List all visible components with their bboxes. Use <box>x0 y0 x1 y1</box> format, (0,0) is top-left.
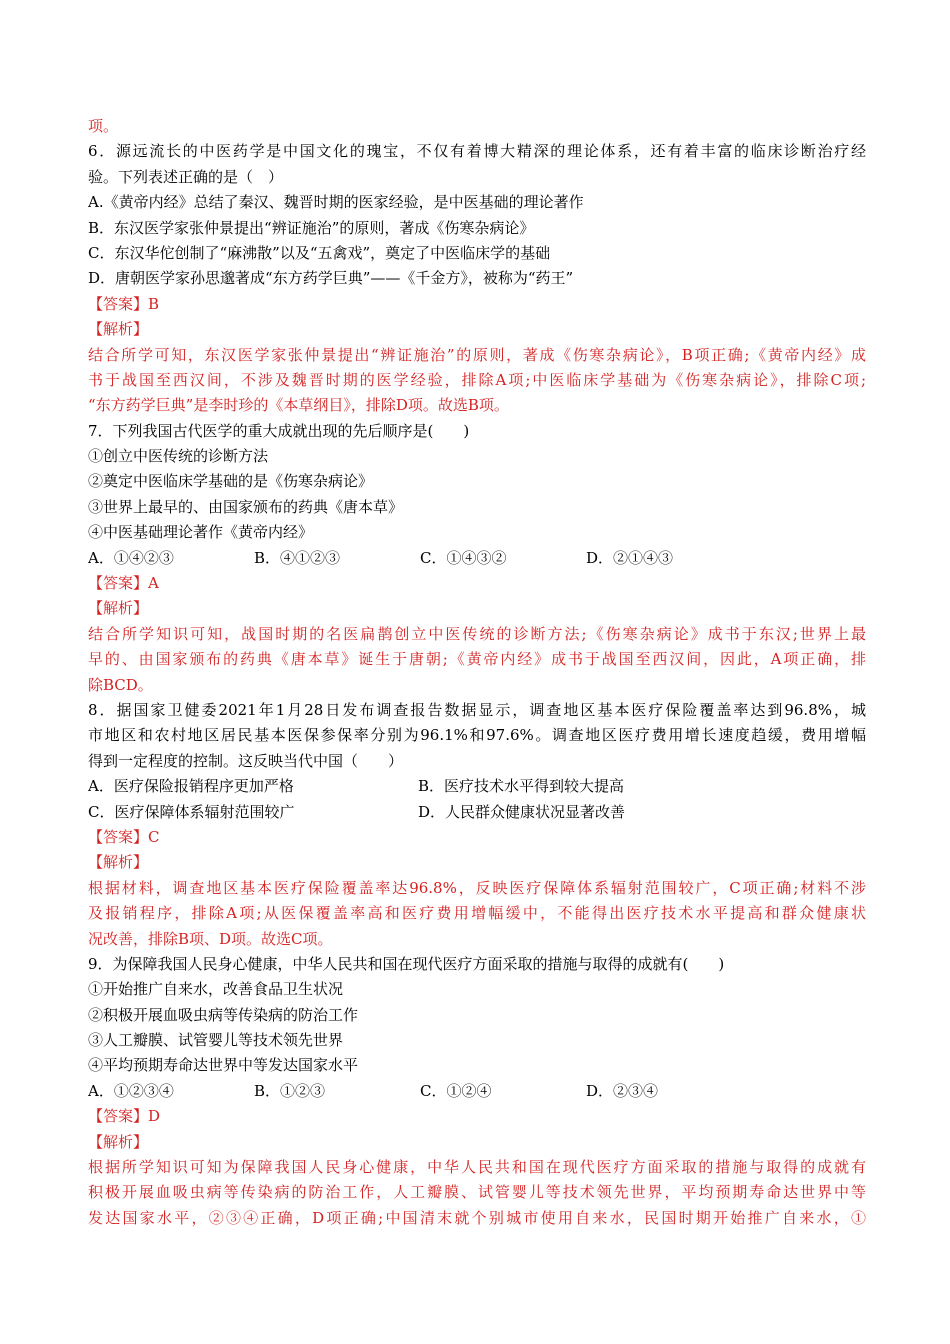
answer-label: 【答案】B <box>88 294 160 313</box>
analysis-label: 【解析】 <box>88 320 149 339</box>
options-row <box>88 546 866 571</box>
option-c: C．东汉华佗创制了“麻沸散”以及“五禽戏”，奠定了中医临床学的基础 <box>88 243 551 262</box>
statement-item: ②奠定中医临床学基础的是《伤寒杂病论》 <box>88 472 374 491</box>
statement-item: ①开始推广自来水，改善食品卫生状况 <box>88 980 344 999</box>
analysis-label: 【解析】 <box>88 599 149 618</box>
analysis-text: 发达国家水平，②③④正确，D项正确;中国清末就个别城市使用自来水，民国时期开始推广自来水，① <box>88 1208 866 1227</box>
analysis-text: 根据所学知识可知为保障我国人民身心健康，中华人民共和国在现代医疗方面采取的措施与取得的成就有 <box>88 1158 866 1177</box>
statement-item: ④中医基础理论著作《黄帝内经》 <box>88 523 314 542</box>
question-stem: 9．为保障我国人民身心健康，中华人民共和国在现代医疗方面采取的措施与取得的成就有( ) <box>88 954 725 973</box>
question-stem: 得到一定程度的控制。这反映当代中国（ ） <box>88 751 404 770</box>
answer-label: 【答案】C <box>88 827 160 846</box>
analysis-text: 况改善，排除B项、D项。故选C项。 <box>88 929 333 948</box>
analysis-text: 积极开展血吸虫病等传染病的防治工作，人工瓣膜、试管婴儿等技术领先世界，平均预期寿命达世界中等 <box>88 1183 866 1202</box>
question-6 <box>88 139 866 418</box>
option-d: D．人民群众健康状况显著改善 <box>418 802 626 821</box>
option-b: B．④①②③ <box>254 548 341 567</box>
option-d: D．②①④③ <box>586 548 674 567</box>
option-c: C．①②④ <box>420 1081 492 1100</box>
option-c: C．①④③② <box>420 548 507 567</box>
analysis-text: 结合所学可知，东汉医学家张仲景提出“辨证施治”的原则，著成《伤寒杂病论》，B项正确;《黄帝内经》成 <box>88 345 866 364</box>
option-d: D．②③④ <box>586 1081 659 1100</box>
document-content <box>88 114 866 1231</box>
question-stem: 6．源远流长的中医药学是中国文化的瑰宝，不仅有着博大精深的理论体系，还有着丰富的临床诊断治疗经 <box>88 142 866 161</box>
analysis-label: 【解析】 <box>88 853 149 872</box>
analysis-text: 结合所学知识可知，战国时期的名医扁鹊创立中医传统的诊断方法;《伤寒杂病论》成书于东汉;世界上最 <box>88 624 866 643</box>
analysis-text: 除BCD。 <box>88 675 153 694</box>
answer-label: 【答案】A <box>88 574 159 593</box>
answer-label: 【答案】D <box>88 1107 161 1126</box>
analysis-text: 书于战国至西汉间，不涉及魏晋时期的医学经验，排除A项;中医临床学基础为《伤寒杂病论》，排除C项; <box>88 370 866 389</box>
statement-item: ③世界上最早的、由国家颁布的药典《唐本草》 <box>88 497 404 516</box>
analysis-text: “东方药学巨典”是李时珍的《本草纲目》，排除D项。故选B项。 <box>88 396 509 415</box>
question-stem: 验。下列表述正确的是（ ） <box>88 167 284 186</box>
analysis-text: 根据材料，调查地区基本医疗保险覆盖率达96.8%，反映医疗保障体系辐射范围较广，C项正确;材料不涉 <box>88 878 866 897</box>
analysis-text: 早的、由国家颁布的药典《唐本草》诞生于唐朝;《黄帝内经》成书于战国至西汉间，因此，A项正确，排 <box>88 650 866 669</box>
analysis-text: 及报销程序，排除A项;从医保覆盖率高和医疗费用增幅缓中，不能得出医疗技术水平提高和群众健康状 <box>88 904 866 923</box>
option-a: A．①②③④ <box>88 1081 174 1100</box>
option-b: B．①②③ <box>254 1081 326 1100</box>
statement-item: ②积极开展血吸虫病等传染病的防治工作 <box>88 1005 359 1024</box>
option-a: A．①④②③ <box>88 548 174 567</box>
question-8 <box>88 698 866 952</box>
option-d: D．唐朝医学家孙思邈著成“东方药学巨典”——《千金方》，被称为“药王” <box>88 269 574 288</box>
question-stem: 8．据国家卫健委2021年1月28日发布调查报告数据显示，调查地区基本医疗保险覆盖率达到96.8%，城 <box>88 700 866 719</box>
question-7 <box>88 419 866 698</box>
question-stem: 市地区和农村地区居民基本医保参保率分别为96.1%和97.6%。调查地区医疗费用增长速度趋缓，费用增幅 <box>88 726 866 745</box>
options-row <box>88 1079 866 1104</box>
question-stem: 7．下列我国古代医学的重大成就出现的先后顺序是( ) <box>88 421 470 440</box>
option-b: B．东汉医学家张仲景提出“辨证施治”的原则，著成《伤寒杂病论》 <box>88 218 535 237</box>
option-a: A．医疗保险报销程序更加严格 <box>88 777 294 796</box>
options-row <box>88 774 866 799</box>
option-b: B．医疗技术水平得到较大提高 <box>418 777 625 796</box>
lead-fragment: 项。 <box>88 117 119 135</box>
statement-item: ①创立中医传统的诊断方法 <box>88 447 269 466</box>
statement-item: ④平均预期寿命达世界中等发达国家水平 <box>88 1056 359 1075</box>
question-9 <box>88 952 866 1231</box>
statement-item: ③人工瓣膜、试管婴儿等技术领先世界 <box>88 1031 344 1050</box>
analysis-label: 【解析】 <box>88 1132 149 1151</box>
option-c: C．医疗保障体系辐射范围较广 <box>88 802 295 821</box>
options-row <box>88 800 866 825</box>
option-a: A.《黄帝内经》总结了秦汉、魏晋时期的医家经验，是中医基础的理论著作 <box>88 193 584 212</box>
